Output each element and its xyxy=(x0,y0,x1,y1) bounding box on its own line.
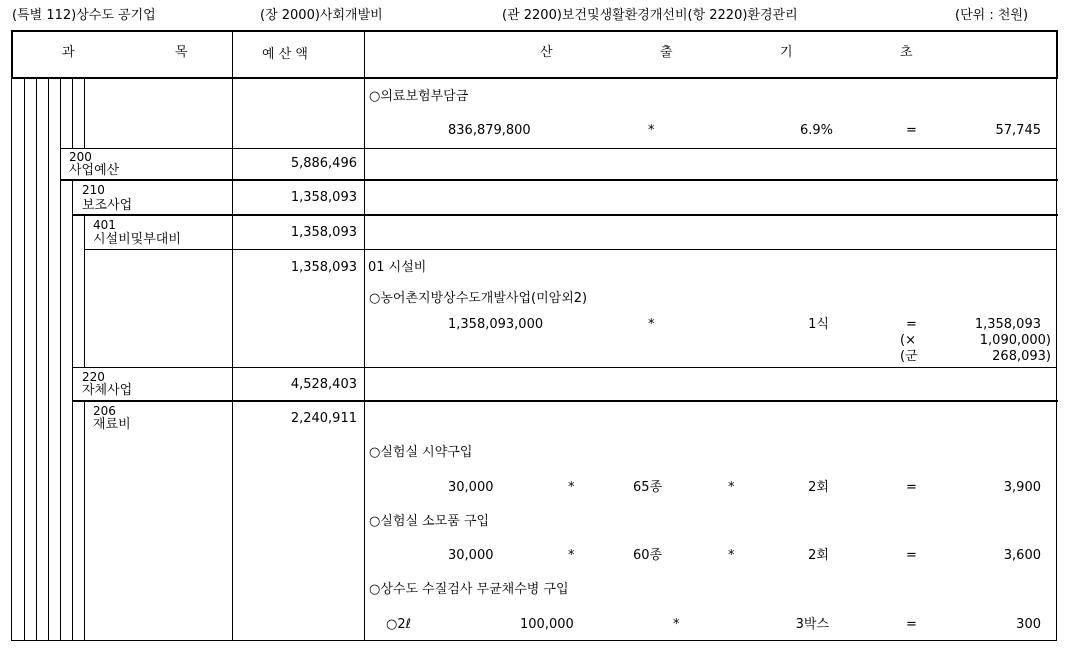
consumables-op2: * xyxy=(728,548,735,563)
row-220-bottom xyxy=(72,400,1058,402)
project-budget-name: 사업예산 xyxy=(69,163,120,178)
unit-label: (단위 : 천원) xyxy=(955,8,1029,23)
header-calc-3: 기 xyxy=(780,45,793,60)
consumables-times: 2회 xyxy=(808,548,829,563)
facility-detail-result: 1,358,093 xyxy=(974,317,1041,332)
consumables-op1: * xyxy=(568,548,575,563)
medical-base: 836,879,800 xyxy=(448,123,531,138)
own-project-code: 220 xyxy=(82,370,105,384)
facility-detail-eq: = xyxy=(906,317,917,332)
consumables-kinds: 60종 xyxy=(633,548,663,563)
materials-amount: 2,240,911 xyxy=(290,411,357,426)
row-220-top xyxy=(72,367,1057,368)
facility-detail-sub1-prefix: (× xyxy=(900,333,916,348)
tree-line-1 xyxy=(11,78,12,641)
medical-eq: = xyxy=(906,123,917,138)
header-calc-4: 초 xyxy=(900,45,913,60)
bottles-result: 300 xyxy=(1016,617,1041,632)
header-right-border xyxy=(1056,30,1058,78)
row-200-top xyxy=(60,148,1057,149)
reagent-op1: * xyxy=(568,480,575,495)
materials-name: 재료비 xyxy=(93,417,131,432)
row-210-bottom xyxy=(72,214,1058,216)
header-calc-2: 출 xyxy=(660,45,673,60)
own-project-name: 자체사업 xyxy=(82,383,133,398)
tree-line-7a xyxy=(84,78,85,149)
tree-line-3 xyxy=(36,78,37,641)
facility-detail-sub2-value: 268,093) xyxy=(992,349,1051,364)
tree-line-6a xyxy=(72,78,73,149)
header-left-border xyxy=(11,30,13,78)
reagent-title: ○실험실 시약구입 xyxy=(369,445,473,460)
facility-detail-label: 01 시설비 xyxy=(368,260,427,275)
header-budget: 예 산 액 xyxy=(262,47,308,62)
bottles-eq: = xyxy=(906,617,917,632)
tree-line-7c xyxy=(84,402,85,641)
header-bottom-border xyxy=(11,77,1058,79)
consumables-base: 30,000 xyxy=(448,548,494,563)
reagent-times: 2회 xyxy=(808,480,829,495)
facility-detail-base: 1,358,093,000 xyxy=(448,317,544,332)
facility-detail-op1: * xyxy=(648,317,655,332)
reagent-op2: * xyxy=(728,480,735,495)
reagent-result: 3,900 xyxy=(1003,480,1041,495)
bottles-qty: 3박스 xyxy=(795,617,829,632)
materials-code: 206 xyxy=(93,404,116,418)
column-divider-subject xyxy=(232,30,233,641)
reagent-base: 30,000 xyxy=(448,480,494,495)
bottles-op1: * xyxy=(673,617,680,632)
tree-line-4 xyxy=(48,78,49,641)
reagent-eq: = xyxy=(906,480,917,495)
consumables-result: 3,600 xyxy=(1003,548,1041,563)
row-401-bottom xyxy=(84,249,1057,250)
consumables-eq: = xyxy=(906,548,917,563)
column-divider-budget xyxy=(364,30,365,641)
project-budget-amount: 5,886,496 xyxy=(290,156,357,171)
account-title: (특별 112)상수도 공기업 xyxy=(12,8,156,23)
own-project-amount: 4,528,403 xyxy=(290,377,357,392)
table-right-border xyxy=(1056,78,1057,641)
bottles-title: ○상수도 수질검사 무균채수병 구입 xyxy=(369,582,569,597)
medical-result: 57,745 xyxy=(995,123,1041,138)
facility-code: 401 xyxy=(93,218,116,232)
chapter-title: (장 2000)사회개발비 xyxy=(260,8,383,23)
facility-name: 시설비및부대비 xyxy=(93,232,181,247)
subsidy-amount: 1,358,093 xyxy=(290,190,357,205)
section-title: (관 2200)보건및생활환경개선비(항 2220)환경관리 xyxy=(502,8,798,23)
facility-detail-sub1-value: 1,090,000) xyxy=(979,333,1051,348)
medical-rate: 6.9% xyxy=(799,123,833,138)
row-200-bottom xyxy=(60,179,1058,181)
header-subject-1: 과 xyxy=(62,45,75,60)
header-subject-2: 목 xyxy=(175,45,188,60)
header-calc-1: 산 xyxy=(540,45,553,60)
medical-op1: * xyxy=(648,123,655,138)
subsidy-name: 보조사업 xyxy=(82,198,133,213)
facility-detail-qty: 1식 xyxy=(808,317,829,332)
tree-line-6b xyxy=(72,180,73,641)
consumables-title: ○실험실 소모품 구입 xyxy=(369,514,490,529)
facility-amount: 1,358,093 xyxy=(290,225,357,240)
tree-line-5a xyxy=(60,78,61,149)
facility-detail-amount: 1,358,093 xyxy=(290,260,357,275)
table-top-border xyxy=(11,30,1058,32)
tree-line-5b xyxy=(60,149,61,641)
bottles-base: 100,000 xyxy=(520,617,574,632)
table-bottom-border xyxy=(11,640,1057,641)
facility-detail-sub2-prefix: (군 xyxy=(900,349,918,364)
project-budget-code: 200 xyxy=(69,150,92,164)
facility-detail-title: ○농어촌지방상수도개발사업(미암외2) xyxy=(369,291,588,306)
reagent-kinds: 65종 xyxy=(633,480,663,495)
subsidy-code: 210 xyxy=(82,183,105,197)
tree-line-2 xyxy=(24,78,25,641)
bottles-item: ○2ℓ xyxy=(386,617,411,632)
medical-title: ○의료보험부담금 xyxy=(369,89,469,104)
tree-line-7b xyxy=(84,215,85,368)
